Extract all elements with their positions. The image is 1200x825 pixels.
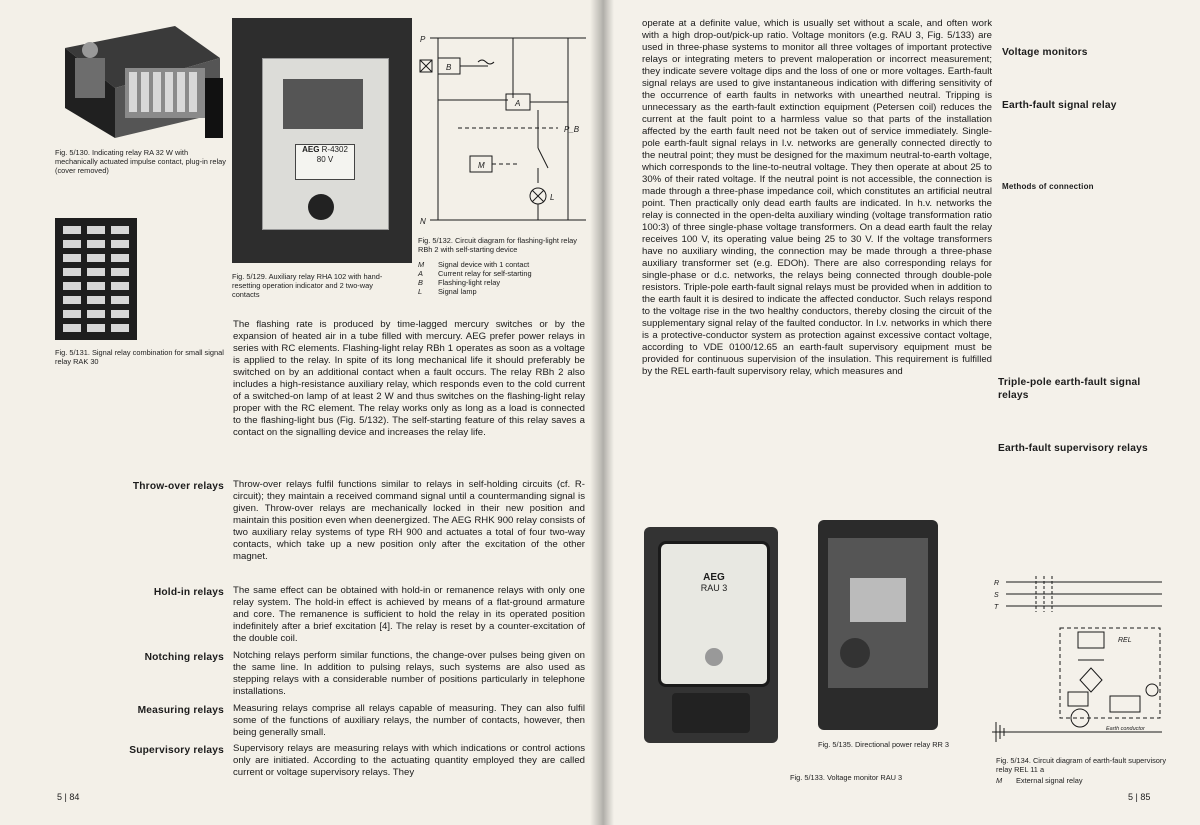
voltage-monitor-label [681, 572, 747, 622]
fig129-photo [232, 18, 412, 263]
relay-disc [840, 638, 870, 668]
fig133-caption: Fig. 5/133. Voltage monitor RAU 3 [790, 773, 903, 782]
section-notching-text: Notching relays perform similar functions, the change-over pulses being given on the same line. In addition to pulsing relays, such systems are also used as stepping relays with a considerable number of positions particularly in telephone installations. [233, 650, 585, 698]
fig132-legend [418, 260, 588, 296]
diagram-label-T: T [994, 604, 999, 611]
heading-supervisory: Earth-fault supervisory relays [998, 443, 1148, 454]
fig131-photo [55, 218, 137, 340]
signal-panel-grid [55, 218, 137, 340]
section-throw-over-text: Throw-over relays fulfil functions similar to relays in self-holding circuits (cf. R-circuit); they maintain a received command signal until a countermanding signal is given. Throw-over relays are mechanically locked in their new position and maintain this position even when deenergized. The AEG RHK 900 relay consists of two auxiliary relay systems of type RH 900 and actuates a total of four two-way contacts, which take up a new position only after the excitation of the other magnet. [233, 479, 585, 563]
intro-paragraph: The flashing rate is produced by time-lagged mercury switches or by the expansion of heated air in a tube filled with mercury. AEG prefer power relays in series with RC elements. Flashing-light relay RBh 1 operates as soon as a voltage is applied to the relay. In spite of its long mechanical life it should preferably be switched on by an additional contact when a fault occurs. The relay RBh 2 also includes a high-resistance auxiliary relay, which responds even to the cold current of a switched-on lamp of at least 2 W and thus switches on the flashing-light relay proper with the RC element. The relay works only as long as a load is connected to the flashing-light bus (Fig. 5/132). The self-starting feature of this relay saves a contact on the signalling device and increases the relay life. [233, 319, 585, 439]
fig132-caption: Fig. 5/132. Circuit diagram for flashing-light relay RBh 2 with self-starting device [418, 236, 577, 254]
heading-earth-fault-signal-relay: Earth-fault signal relay [1002, 100, 1117, 111]
legend-key: M [996, 776, 1003, 785]
diagram-label-P: P [420, 35, 426, 44]
monitor-label-model: RAU 3 [700, 583, 728, 593]
heading-notching-relays: Notching relays [144, 652, 224, 663]
diagram-label-B: B [446, 63, 452, 72]
legend-text: Signal lamp [438, 287, 477, 296]
diagram-label-S: S [994, 592, 999, 599]
legend-row [418, 269, 588, 278]
relay-label-model: R-4302 [321, 145, 348, 154]
legend-text: Current relay for self-starting [438, 269, 532, 278]
monitor-base [672, 693, 750, 733]
relay-label-plate [295, 144, 355, 180]
heading-supervisory-relays: Supervisory relays [129, 745, 224, 756]
right-page [600, 0, 1200, 825]
diagram-label-earth: Earth conductor [1106, 726, 1145, 732]
voltage-monitor-housing [644, 527, 778, 743]
legend-key: L [418, 287, 423, 296]
legend-text: External signal relay [1016, 776, 1083, 785]
heading-hold-in-relays: Hold-in relays [153, 587, 224, 598]
diagram-label-REL: REL [1118, 637, 1132, 644]
fig133-photo [636, 517, 786, 765]
fig135-caption: Fig. 5/135. Directional power relay RR 3 [818, 740, 950, 749]
fig134-circuit-diagram [992, 572, 1172, 752]
relay-interior [828, 538, 928, 688]
relay-coil [283, 79, 363, 129]
diagram-label-N: N [420, 217, 426, 226]
heading-throw-over-relays: Throw-over relays [132, 481, 224, 492]
fig130-caption: Fig. 5/130. Indicating relay RA 32 W with mechanically actuated impulse contact, plug-in relay (cover removed) [55, 148, 226, 175]
legend-key: B [418, 278, 423, 287]
fig134-caption: Fig. 5/134. Circuit diagram of earth-fault supervisory relay REL 11 a [996, 756, 1167, 774]
right-page-number: 5 | 85 [1128, 792, 1151, 802]
legend-text: Signal device with 1 contact [438, 260, 530, 269]
legend-row [418, 260, 588, 269]
diagram-label-A: A [515, 99, 521, 108]
legend-row [418, 278, 588, 287]
legend-key: A [418, 269, 423, 278]
relay-label-brand: AEG [302, 145, 320, 154]
fig132-circuit-diagram [418, 28, 588, 228]
monitor-label-brand: AEG [703, 572, 725, 583]
diagram-label-Pb: P_B [564, 125, 580, 134]
fig131-caption: Fig. 5/131. Signal relay combination for small signal relay RAK 30 [55, 348, 224, 366]
heading-measuring-relays: Measuring relays [137, 705, 224, 716]
legend-text: Flashing-light relay [438, 278, 501, 287]
left-intro-text [233, 319, 585, 439]
left-page-number: 5 | 84 [57, 792, 80, 802]
right-body-text: operate at a definite value, which is usually set without a scale, and often work with a high drop-out/pick-up ratio. Voltage monitors (e.g. RAU 3, Fig. 5/133) are used in three-phase systems to monitor all three voltages of important protective relays or integrating meters to prevent maloperation or incorrect measurement; they indicate severe voltage dips and the loss of one or more voltages. Earth-fault signal relays are used to give instantaneous indication with differing sensitivity of the occurrence of earth faults in networks with unearthed neutral. Tripping is unnecessary as the earth-fault extinction equipment (Petersen coil) reduces the current at the fault point to a harmless value so that parts of the installation affected by the earth fault need not be taken out of service immediately. Single-pole earth-fault signal relays in l.v. networks are generally connected directly to the neutral point; they must be designed for the maximum neutral-to-earth voltage, which corresponds to the line-to-neutral voltage. They then operate at about 25 to 30% of their rated voltage. If the neutral point is not accessible, the connection is made through a three-phase impedance coil, which constitutes an artificial neutral point. Then practically only dead earth faults are indicated. In h.v. networks the relay is connected in the open-delta auxiliary winding (voltage transformation ratio 100:3) of three single-phase voltage transformers. On a dead earth fault the relay receives 100 V, its operating value being 25 to 30 V. If the voltage transformers have no auxiliary winding, the connection may be made through a three-phase auxiliary transformer set (e.g. EDOh). There are also corresponding relays for single-phase or d.c. networks, the relays being connected through double-pole resistors. Triple-pole earth-fault signal relays must be provided when in addition to the earth fault it is desired to indicate the affected conductor. Such relays respond to the voltage rise in the two healthy conductors, thereby closing the circuit of the supplementary signal relay of the faulted conductor. In l.v. networks in which there is a protective-conductor system as protection against excessive contact voltage, according to VDE 0100/12.65 an earth-fault supervisory equipment must be provided for continuous supervision of the insulation. This requirement is fulfilled by the REL earth-fault supervisory relay, which measures and [642, 18, 992, 378]
section-supervisory-text: Supervisory relays are measuring relays with which indications or control actions only are initiated. According to the actuating quantity employed they are called current or voltage supervisory relays. They [233, 743, 585, 779]
fig129-caption: Fig. 5/129. Auxiliary relay RHA 102 with hand-resetting operation indicator and 2 two-way contacts [232, 272, 383, 299]
monitor-indicator [705, 648, 723, 666]
relay-label-volt: 80 V [316, 155, 334, 164]
legend-row [418, 287, 588, 296]
fig134-legend [996, 776, 1176, 785]
fig135-photo [818, 520, 938, 730]
section-hold-in-text: The same effect can be obtained with hold-in or remanence relays with only one relay system. The hold-in effect is achieved by means of a flat-ground armature and core. The remanence is sufficient to hold the relay in its operated position indefinitely after a brief excitation [4]. The relay is reset by a counter-excitation of the double coil. [233, 585, 585, 645]
diagram-label-L: L [550, 193, 555, 202]
heading-voltage-monitors: Voltage monitors [1002, 47, 1088, 58]
relay-plate [850, 578, 906, 622]
voltage-monitor-window [658, 541, 770, 687]
heading-triple-pole: Triple-pole earth-fault signal relays [998, 377, 1141, 401]
heading-methods-of-connection: Methods of connection [1002, 182, 1094, 191]
diagram-label-M: M [478, 161, 485, 170]
relay-cover [262, 58, 389, 230]
reset-knob [308, 194, 334, 220]
section-measuring-text: Measuring relays comprise all relays capable of measuring. They can also fulfil some of the functions of auxiliary relays, the number of contacts, however, then being generally small. [233, 703, 585, 739]
legend-key: M [418, 260, 425, 269]
fig130-photo [55, 18, 227, 146]
diagram-label-R: R [994, 580, 1000, 587]
